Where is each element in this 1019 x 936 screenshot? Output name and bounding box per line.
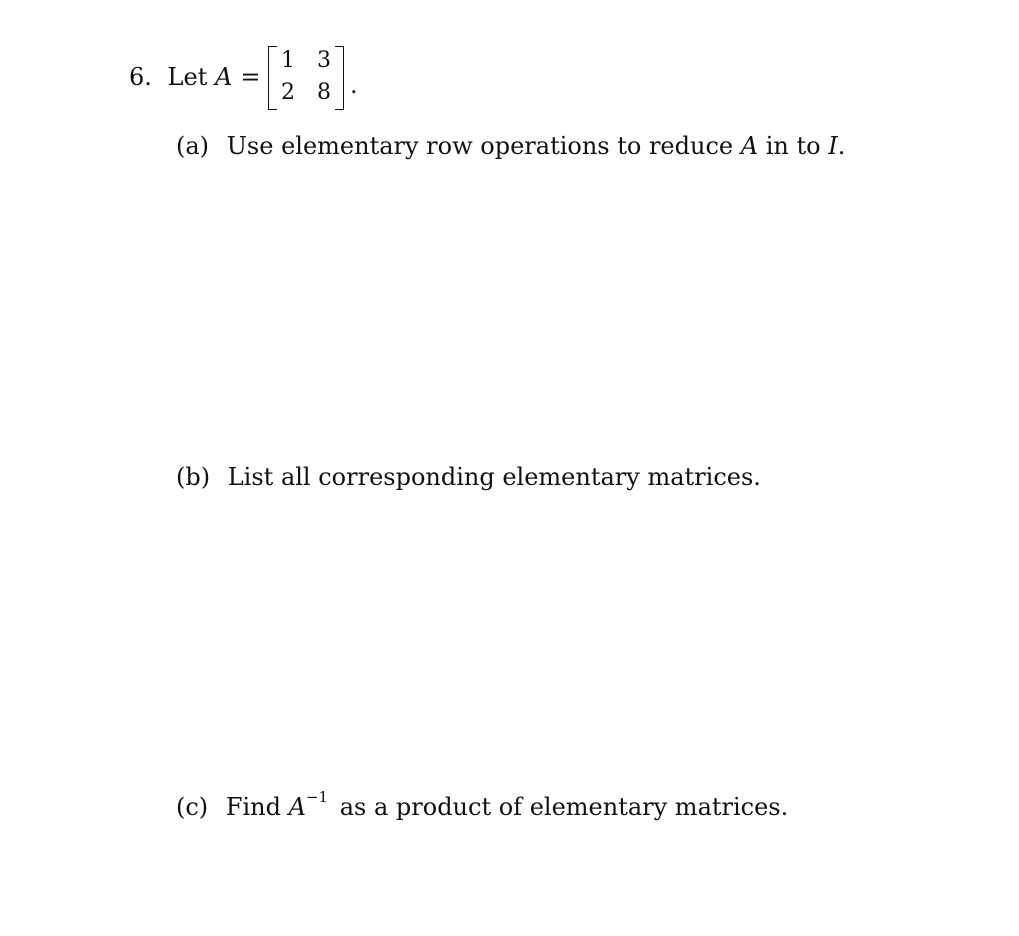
left-bracket	[268, 46, 277, 110]
part-a-label: (a)	[176, 132, 210, 160]
problem-intro: Let	[167, 63, 208, 91]
part-a-text: Use elementary row operations to reduce	[226, 132, 734, 160]
part-a-mid: in to	[765, 132, 821, 160]
problem-header	[129, 62, 266, 92]
matrix-variable: A	[214, 63, 233, 91]
part-c-var: A	[288, 793, 306, 821]
problem-number: 6.	[129, 63, 152, 91]
part-c	[176, 788, 789, 822]
matrix-a	[268, 44, 344, 110]
part-b-text: List all corresponding elementary matrices.	[227, 463, 761, 491]
part-a-end: .	[837, 132, 846, 160]
part-a-var-a: A	[740, 132, 759, 160]
part-a	[176, 131, 845, 161]
matrix-cell: 2	[281, 80, 295, 105]
part-c-pre: Find	[225, 793, 281, 821]
matrix-cell: 8	[317, 80, 331, 105]
matrix-cell: 3	[317, 48, 331, 73]
right-bracket	[335, 46, 344, 110]
part-c-post: as a product of elementary matrices.	[339, 793, 789, 821]
part-b-label: (b)	[176, 463, 211, 491]
part-a-var-i: I	[828, 132, 838, 160]
part-c-label: (c)	[176, 793, 209, 821]
equals-sign: =	[240, 63, 261, 91]
matrix-cell: 1	[281, 48, 295, 73]
matrix-period: .	[350, 71, 358, 99]
inverse-exponent: −1	[305, 788, 329, 806]
part-b	[176, 462, 761, 492]
